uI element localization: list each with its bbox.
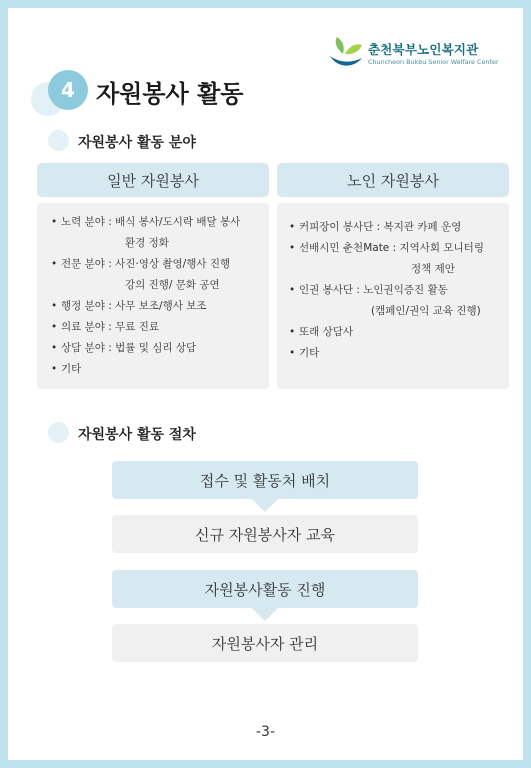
senior-volunteer-list [289, 217, 484, 364]
logo-name-korean: 춘천북부노인복지관 [368, 42, 479, 57]
chapter-title: 자원봉사 활동 [96, 80, 244, 108]
process-step-2: 신규 자원봉사자 교육 [112, 515, 418, 553]
welfare-center-logo [328, 34, 508, 78]
page-number: -3- [255, 724, 275, 740]
list-item: • 기타 [289, 343, 484, 364]
leaf-logo-icon [328, 34, 364, 74]
general-volunteer-box [37, 203, 269, 389]
process-step-4: 자원봉사자 관리 [112, 624, 418, 662]
list-item: • 커피장이 봉사단 : 복지관 카페 운영 [289, 217, 484, 238]
general-volunteer-heading: 일반 자원봉사 [37, 163, 269, 197]
section-title-fields: 자원봉사 활동 분야 [78, 135, 196, 151]
section-title-procedure: 자원봉사 활동 절차 [78, 427, 196, 443]
list-item: • 기타 [51, 359, 240, 380]
list-item: • 노력 분야 : 배식 봉사/도시락 배달 봉사 환경 정화 [51, 212, 240, 254]
senior-volunteer-box [277, 203, 509, 389]
process-step-3: 자원봉사활동 진행 [112, 570, 418, 608]
document-page [8, 8, 523, 760]
chapter-number-badge: 4 [48, 70, 88, 110]
section-bullet-circle [48, 130, 69, 151]
down-arrow-icon [252, 499, 278, 512]
section-bullet-circle [48, 422, 69, 443]
list-item: • 전문 분야 : 사진·영상 촬영/행사 진행 강의 진행/ 문화 공연 [51, 254, 240, 296]
list-item: • 인권 봉사단 : 노인권익증진 활동 (캠페인/권익 교육 진행) [289, 280, 484, 322]
senior-volunteer-heading: 노인 자원봉사 [277, 163, 509, 197]
list-item: • 선배시민 춘천Mate : 지역사회 모니터링 정책 제안 [289, 238, 484, 280]
logo-name-english: Chuncheon Bukbu Senior Welfare Center [368, 58, 499, 66]
process-step-1: 접수 및 활동처 배치 [112, 461, 418, 499]
down-arrow-icon [252, 608, 278, 621]
list-item: • 의료 분야 : 무료 진료 [51, 317, 240, 338]
list-item: • 행정 분야 : 사무 보조/행사 보조 [51, 296, 240, 317]
general-volunteer-list [51, 212, 240, 380]
list-item: • 상담 분야 : 법률 및 심리 상담 [51, 338, 240, 359]
list-item: • 또래 상담사 [289, 322, 484, 343]
